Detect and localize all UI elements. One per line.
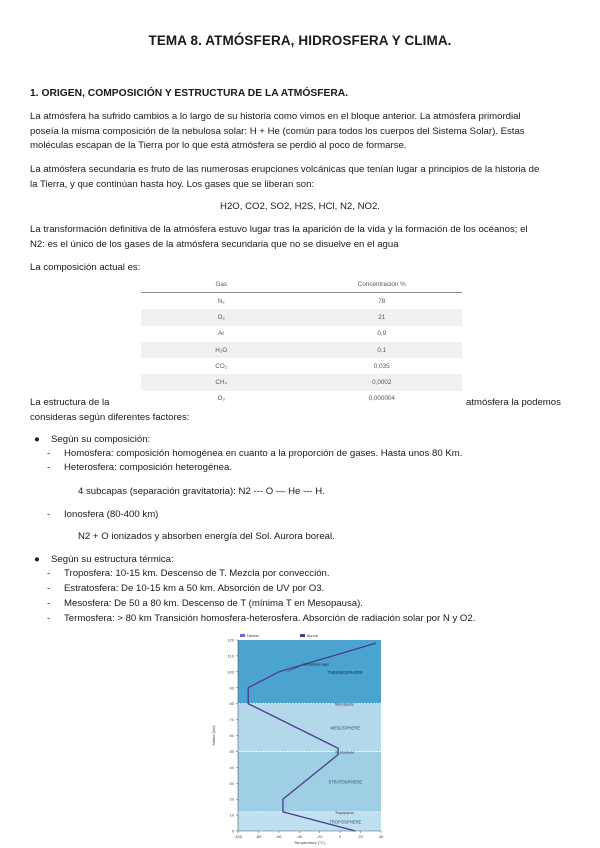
sublayers-text: 4 subcapas (separación gravitatoria): N2 --- O — He --- H. bbox=[78, 486, 325, 497]
legend-label: Aurora bbox=[307, 634, 318, 638]
dash-marker: - bbox=[47, 448, 51, 459]
value-cell: 0,1 bbox=[302, 342, 463, 358]
dash-marker: - bbox=[47, 598, 51, 609]
y-tick-label: 110 bbox=[227, 653, 234, 659]
y-tick-label: 120 bbox=[227, 637, 234, 643]
paragraph-secondary bbox=[30, 163, 575, 192]
layer-label: THERMOSPHERE bbox=[327, 669, 363, 675]
column-header-gas: Gas bbox=[141, 276, 302, 293]
value-cell: 0,000004 bbox=[368, 395, 395, 403]
thermosphere-item: Termosfera: > 80 km Transición homosfera-heterosfera. Absorción de radiación solar por N y O2. bbox=[64, 613, 476, 624]
y-tick-label: 70 bbox=[229, 717, 234, 723]
x-tick-label: -100 bbox=[233, 834, 243, 839]
structure-text-right: atmósfera la podemos bbox=[466, 397, 561, 408]
dash-marker: - bbox=[47, 613, 51, 624]
value-cell: 0,9 bbox=[377, 330, 387, 338]
gas-cell: O₃ bbox=[217, 395, 225, 403]
y-tick-label: 0 bbox=[231, 828, 234, 834]
x-tick-label: -40 bbox=[296, 834, 303, 839]
layer-label: TROPOSPHERE bbox=[329, 819, 362, 825]
boundary-label: Stratopause bbox=[335, 750, 355, 755]
ionosphere-item: Ionosfera (80-400 km) bbox=[64, 509, 159, 520]
table-row bbox=[141, 293, 462, 310]
text-line: la Tierra, y que continúan hasta hoy. Los gases que se liberan son: bbox=[30, 178, 315, 190]
y-tick-label: 80 bbox=[229, 701, 234, 707]
x-tick-label: 40 bbox=[378, 834, 384, 839]
bullet-composition-title: Según su composición: bbox=[51, 434, 151, 445]
boundary-label: Tropopause bbox=[335, 810, 355, 815]
structure-text-line2: consideras según diferentes factores: bbox=[30, 412, 190, 423]
gas-cell: CH₄ bbox=[141, 374, 302, 390]
layer-label: STRATOSPHERE bbox=[328, 779, 363, 785]
heterosphere-item: Heterosfera: composición heterogénea. bbox=[64, 462, 232, 473]
table-row bbox=[141, 326, 462, 342]
stratosphere-item: Estratosfera: De 10-15 km a 50 km. Absorción de UV por O3. bbox=[64, 583, 325, 594]
table-row bbox=[141, 374, 462, 390]
column-header-concentration: Concentración % bbox=[302, 276, 463, 293]
dash-marker: - bbox=[47, 568, 51, 579]
paragraph-transformation bbox=[30, 223, 575, 252]
paragraph-primordial bbox=[30, 110, 575, 154]
y-tick-label: 60 bbox=[229, 733, 234, 738]
composition-intro: La composición actual es: bbox=[30, 262, 141, 273]
bullet-dot: ● bbox=[34, 434, 40, 445]
y-tick-label: 20 bbox=[229, 796, 234, 802]
x-tick-label: -80 bbox=[255, 834, 262, 839]
boundary-label: Mesopause bbox=[335, 702, 354, 707]
composition-table bbox=[141, 276, 462, 407]
homosphere-item: Homosfera: composición homogénea en cuanto a la proporción de gases. Hasta unos 80 Km. bbox=[64, 448, 463, 459]
x-axis-title: Temperatura (°C) bbox=[294, 840, 325, 845]
x-tick-label: -60 bbox=[275, 834, 282, 839]
y-tick-label: 30 bbox=[229, 780, 234, 786]
gases-list: H2O, CO2, SO2, H2S, HCl, N2, NO2. bbox=[220, 201, 380, 212]
legend-swatch bbox=[240, 634, 245, 637]
bullet-dot: ● bbox=[34, 554, 40, 565]
mesosphere-item: Mesosfera: De 50 a 80 km. Descenso de T (mínima T en Mesopausa). bbox=[64, 598, 363, 609]
y-tick-label: 40 bbox=[229, 764, 234, 770]
value-cell: 78 bbox=[378, 297, 386, 305]
table-header-row bbox=[141, 276, 462, 293]
annotation-label: Ionospheric layer bbox=[303, 662, 330, 667]
gas-cell: CO₂ bbox=[215, 362, 228, 370]
gas-cell: Ar bbox=[218, 330, 225, 338]
value-cell: 0,0002 bbox=[302, 374, 463, 390]
text-line: N2: es el único de los gases de la atmósfera secundaria que no se disuelve en el agua bbox=[30, 238, 399, 250]
layer-label: MESOSPHERE bbox=[330, 725, 361, 731]
value-cell: 0,035 bbox=[373, 362, 390, 370]
ionosphere-detail: N2 + O ionizados y absorben energía del Sol. Aurora boreal. bbox=[78, 531, 335, 542]
table-row bbox=[141, 391, 462, 407]
text-line: moléculas escapan de la Tierra por lo que está atmósfera se perdió al poco de formarse. bbox=[30, 140, 407, 152]
legend-label: Dióxido bbox=[247, 634, 259, 638]
y-tick-label: 50 bbox=[229, 748, 234, 754]
troposphere-item: Troposfera: 10-15 km. Descenso de T. Mezcla por convección. bbox=[64, 568, 330, 579]
y-axis-title: Altitud (km) bbox=[211, 725, 216, 746]
table-row bbox=[141, 358, 462, 374]
value-cell: 21 bbox=[302, 309, 463, 325]
section-heading: 1. ORIGEN, COMPOSICIÓN Y ESTRUCTURA DE LA ATMÓSFERA. bbox=[30, 88, 349, 99]
text-line: La transformación definitiva de la atmósfera estuvo lugar tras la aparición de la vida y la formación de los océanos; el bbox=[30, 224, 528, 235]
atmosphere-temperature-chart bbox=[205, 633, 385, 848]
x-tick-label: -20 bbox=[316, 834, 323, 839]
x-tick-label: 20 bbox=[358, 834, 363, 839]
gas-cell: H₂O bbox=[141, 342, 302, 358]
y-tick-label: 100 bbox=[227, 669, 234, 675]
gas-cell: N₂ bbox=[217, 297, 225, 305]
table-row bbox=[141, 309, 462, 325]
text-line: poseía la misma composición de la nebulosa solar: H + He (común para todos los cuerpos del Sistema Solar). Estas bbox=[30, 125, 525, 137]
y-tick-label: 90 bbox=[229, 685, 234, 691]
y-tick-label: 10 bbox=[229, 812, 234, 818]
dash-marker: - bbox=[47, 462, 51, 473]
structure-text-left: La estructura de la bbox=[30, 397, 110, 408]
table-row bbox=[141, 342, 462, 358]
dash-marker: - bbox=[47, 583, 51, 594]
dash-marker: - bbox=[47, 509, 51, 520]
document-title: TEMA 8. ATMÓSFERA, HIDROSFERA Y CLIMA. bbox=[148, 33, 452, 48]
legend-swatch bbox=[300, 634, 305, 637]
text-line: La atmósfera ha sufrido cambios a lo largo de su historia como vimos en el bloque anterior. La atmósfera primordial bbox=[30, 111, 521, 122]
gas-cell: O₂ bbox=[141, 309, 302, 325]
text-line: La atmósfera secundaria es fruto de las numerosas erupciones volcánicas que tenían lugar a principios de la historia de bbox=[30, 164, 540, 175]
bullet-thermal-title: Según su estructura térmica: bbox=[51, 554, 174, 565]
x-tick-label: 0 bbox=[339, 834, 342, 839]
